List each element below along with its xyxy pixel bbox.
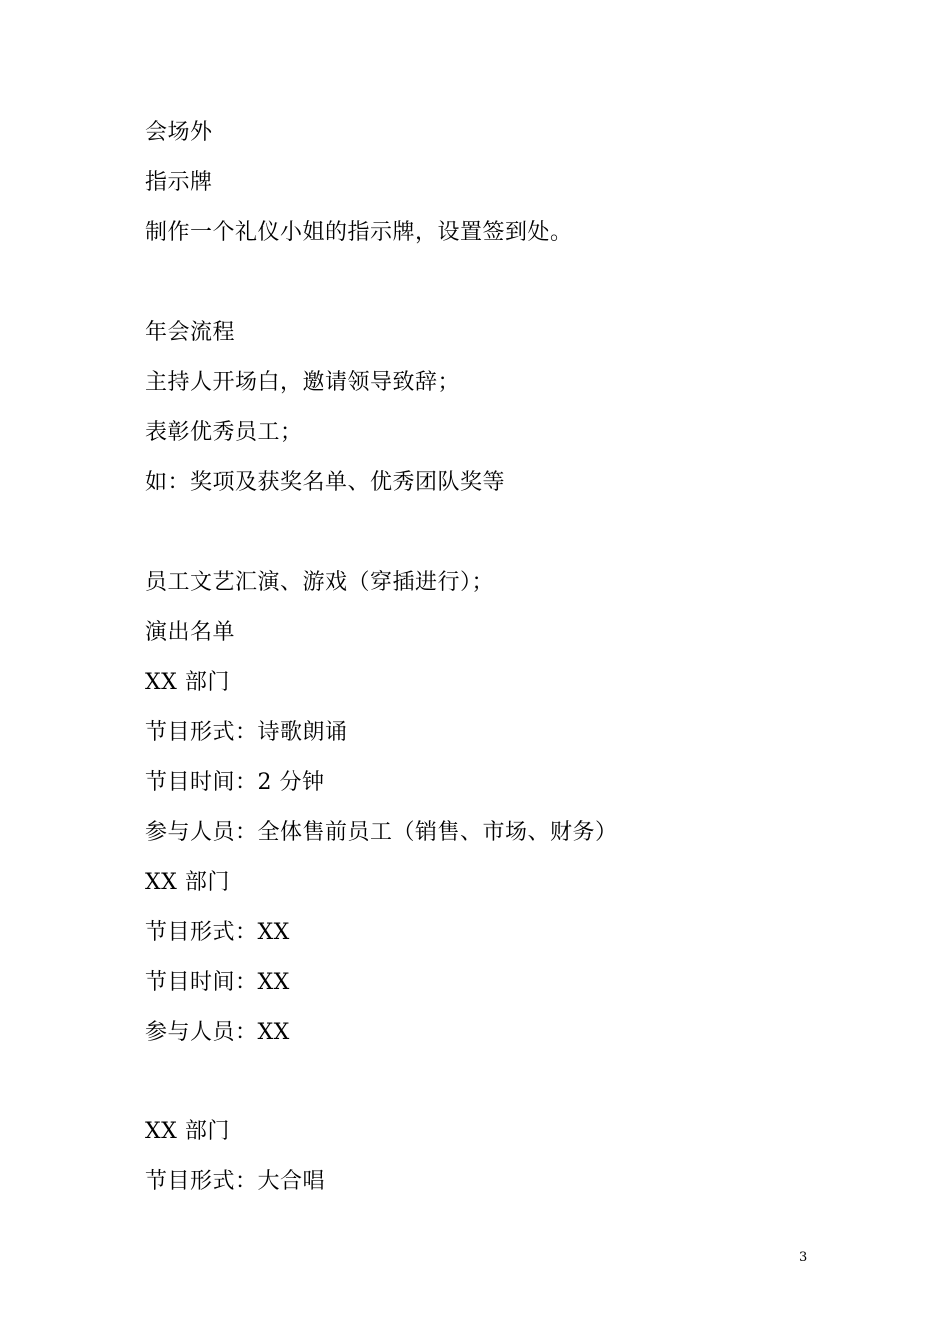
text-line-participants-2: 参与人员：XX	[145, 1020, 290, 1045]
text-line-department-3: XX 部门	[145, 1119, 230, 1144]
text-line-performances-and-games: 员工文艺汇演、游戏（穿插进行）；	[145, 570, 495, 595]
text-line-department-2: XX 部门	[145, 870, 230, 895]
text-line-program-format-3: 节目形式：大合唱	[145, 1169, 326, 1194]
text-line-signboard-description: 制作一个礼仪小姐的指示牌，设置签到处。	[145, 220, 573, 245]
text-line-host-opening: 主持人开场白，邀请领导致辞；	[145, 370, 461, 395]
text-line-program-time-1: 节目时间：2 分钟	[145, 770, 325, 795]
section-heading-annual-meeting-agenda: 年会流程	[145, 320, 236, 345]
text-line-award-examples: 如：奖项及获奖名单、优秀团队奖等	[145, 470, 506, 495]
text-line-program-time-2: 节目时间：XX	[145, 970, 290, 995]
page-number: 3	[799, 1250, 808, 1265]
text-line-program-format-2: 节目形式：XX	[145, 920, 290, 945]
text-line-department-1: XX 部门	[145, 670, 230, 695]
text-line-venue-outside: 会场外	[145, 120, 213, 145]
text-line-signboard: 指示牌	[145, 170, 213, 195]
text-line-employee-recognition: 表彰优秀员工；	[145, 420, 303, 445]
text-line-participants-1: 参与人员：全体售前员工（销售、市场、财务）	[145, 820, 618, 845]
text-line-performance-list: 演出名单	[145, 620, 236, 645]
text-line-program-format-1: 节目形式：诗歌朗诵	[145, 720, 348, 745]
